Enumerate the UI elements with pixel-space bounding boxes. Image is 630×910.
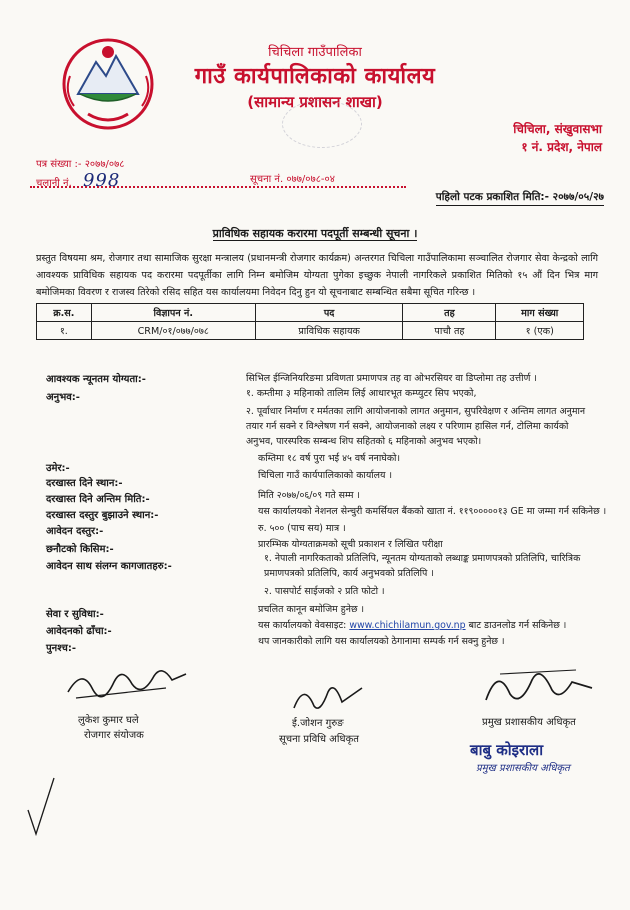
table-header-row — [37, 304, 584, 322]
signature-1 — [62, 658, 192, 708]
officer-stamp-name: बाबु कोइराला — [470, 741, 544, 759]
table-row — [37, 322, 584, 340]
table-cell: १ (एक) — [496, 322, 584, 340]
address-line-1: चिचिला, संखुवासभा — [513, 122, 602, 136]
form-label: आवेदनको ढाँचा:- — [46, 626, 112, 637]
facility-value: प्रचलित कानून बमोजिम हुनेछ । — [258, 604, 365, 615]
info-value: थप जानकारीको लागि यस कार्यालयको ठेगानामा सम्पर्क गर्न सक्नु हुनेछ । — [258, 636, 505, 647]
table-header-cell: तह — [403, 304, 496, 322]
age-value: कम्तिमा १८ वर्ष पुरा भई ४५ वर्ष ननाघेको। — [258, 453, 401, 464]
documents-label: आवेदन साथ संलग्न कागजातहरु:- — [46, 561, 172, 572]
checkmark-icon — [26, 776, 56, 842]
submit-place-label: दरखास्त दिने स्थान:- — [46, 478, 123, 489]
published-date: पहिलो पटक प्रकाशित मिति:- २०७७/०५/२७ — [436, 190, 604, 206]
signatory-1-name: लुकेश कुमार घले — [78, 715, 139, 726]
deadline-label: दरखास्त दिने अन्तिम मिति:- — [46, 494, 150, 505]
notice-subject: प्राविधिक सहायक करारमा पदपूर्ती सम्बन्धी सूचना । — [212, 227, 418, 240]
header-divider — [30, 186, 406, 188]
fee-value: रु. ५०० (पाच सय) मात्र । — [258, 523, 346, 534]
signatory-2-name: ई.जोशन गुरुङ — [292, 718, 344, 729]
table-header-cell: माग संख्या — [496, 304, 584, 322]
contact-label: पुनश्च:- — [46, 643, 76, 654]
form-value — [258, 618, 566, 631]
vacancy-table — [36, 303, 584, 340]
table-header-cell: विज्ञापन नं. — [91, 304, 255, 322]
faint-seal-icon — [282, 100, 362, 148]
experience-item: १. कम्तीमा ३ महिनाको तालिम लिई आधारभूत कम्प्युटर सिप भएको, — [246, 388, 477, 399]
table-header-cell: क्र.स. — [37, 304, 92, 322]
facility-label: सेवा र सुविधा:- — [46, 609, 104, 620]
age-label: उमेर:- — [46, 463, 70, 474]
table-cell: १. — [37, 322, 92, 340]
form-suffix: बाट डाउनलोड गर्न सकिनेछ । — [468, 620, 567, 631]
documents-item: १. नेपाली नागरिकताको प्रतिलिपि, न्यूनतम योग्यताको लब्धाङ्क प्रमाणपत्रको प्रतिलिपि, चारित्रिक प्रमाणपत्रको प्रतिलिपि, कार्य अनुभवको प्रतिलिपि । — [264, 553, 581, 579]
min-qualification-label: आवश्यक न्यूनतम योग्यता:- — [46, 374, 146, 385]
signatory-3-title: प्रमुख प्रशासकीय अधिकृत — [482, 717, 576, 728]
screening-value: प्रारम्भिक योग्यताक्रमको सूची प्रकाशन र लिखित परीक्षा — [258, 539, 443, 550]
form-prefix: यस कार्यालयको वेवसाइट: — [258, 620, 347, 631]
letter-number: पत्र संख्या :- २०७७/०७८ — [36, 159, 125, 170]
fee-label: आवेदन दस्तुर:- — [46, 526, 104, 537]
website-link[interactable]: www.chichilamun.gov.np — [349, 620, 466, 631]
deadline-value: मिति २०७७/०६/०९ गते सम्म । — [258, 490, 360, 501]
table-cell: CRM/०१/०७७/०७८ — [91, 322, 255, 340]
dispatch-number: 998 — [82, 170, 121, 191]
signatory-1-title: रोजगार संयोजक — [84, 730, 144, 741]
table-cell: पाचौ तह — [403, 322, 496, 340]
signature-3 — [480, 660, 600, 712]
min-qualification-value: सिभिल ईन्जिनियरिङमा प्रविणता प्रमाणपत्र तह वा ओभरसियर वा डिप्लोमा तह उत्तीर्ण । — [246, 373, 537, 384]
office-name-main: गाउँ कार्यपालिकाको कार्यालय — [194, 64, 436, 89]
signatory-2-title: सूचना प्रविधि अधिकृत — [279, 734, 359, 745]
office-name-small: चिचिला गाउँपालिका — [268, 45, 362, 60]
screening-label: छनौटको किसिम:- — [46, 544, 114, 555]
table-cell: प्राविधिक सहायक — [255, 322, 403, 340]
notice-number: सूचना नं. ०७७/०७८-०४ — [250, 174, 335, 185]
table-header-cell: पद — [255, 304, 403, 322]
experience-item: २. पूर्वाधार निर्माण र मर्मतका लागि आयोजनाको लागत अनुमान, सुपरिवेक्षण र अन्तिम लागत अनुमान तयार गर्न सक्ने र विश्लेषण गर्न सक्ने, आयोजनाको लक्ष्य र परिणाम हासिल गर्न, टोलिमा कार्यको अनुभव, पारस्परिक सम्बन्ध शिप सहितको ६ महिनाको अनुभव भएको। — [246, 406, 586, 447]
submit-place-value: चिचिला गाउँ कार्यपालिकाको कार्यालय । — [258, 470, 393, 481]
notice-intro: प्रस्तुत विषयमा श्रम, रोजगार तथा सामाजिक सुरक्षा मन्त्रालय (प्रधानमन्त्री रोजगार कार्यक्रम) अन्तरगत चिचिला गाउँपालिकामा सञ्चालित रोजगार सेवा केन्द्रको लागि आवश्यक प्राविधिक सहायक पद करारमा पदपूर्तीका लागि निम्न बमोजिम योग्यता पुगेका इच्छुक नेपाली नागरिकले प्रकाशित मितिको १५ औं दिन भित्र माग बमोजिमका विवरण र राजस्व तिरेको रसिद सहित यस कार्यालयमा निवेदन दिनु हुन यो सूचनाबाट सम्बन्धित सबैमा सूचित गरिन्छ । — [36, 253, 598, 298]
address-line-2: १ नं. प्रदेश, नेपाल — [521, 140, 602, 154]
signature-2 — [290, 678, 370, 718]
office-branch: (सामान्य प्रशासन शाखा) — [247, 93, 383, 111]
fee-deposit-label: दरखास्त दस्तुर बुझाउने स्थान:- — [46, 510, 159, 521]
documents-item: २. पासपोर्ट साईजको २ प्रति फोटो । — [264, 586, 385, 597]
fee-deposit-value: यस कार्यालयको नेशनल सेन्चुरी कमर्सियल बैंकको खाता नं. ११९०००००१३ GE मा जम्मा गर्न सकिनेछ । — [258, 506, 607, 517]
experience-label: अनुभव:- — [46, 392, 80, 403]
dispatch-label: चलानी नं. — [36, 178, 72, 189]
officer-stamp-title: प्रमुख प्रशासकीय अधिकृत — [476, 763, 570, 774]
